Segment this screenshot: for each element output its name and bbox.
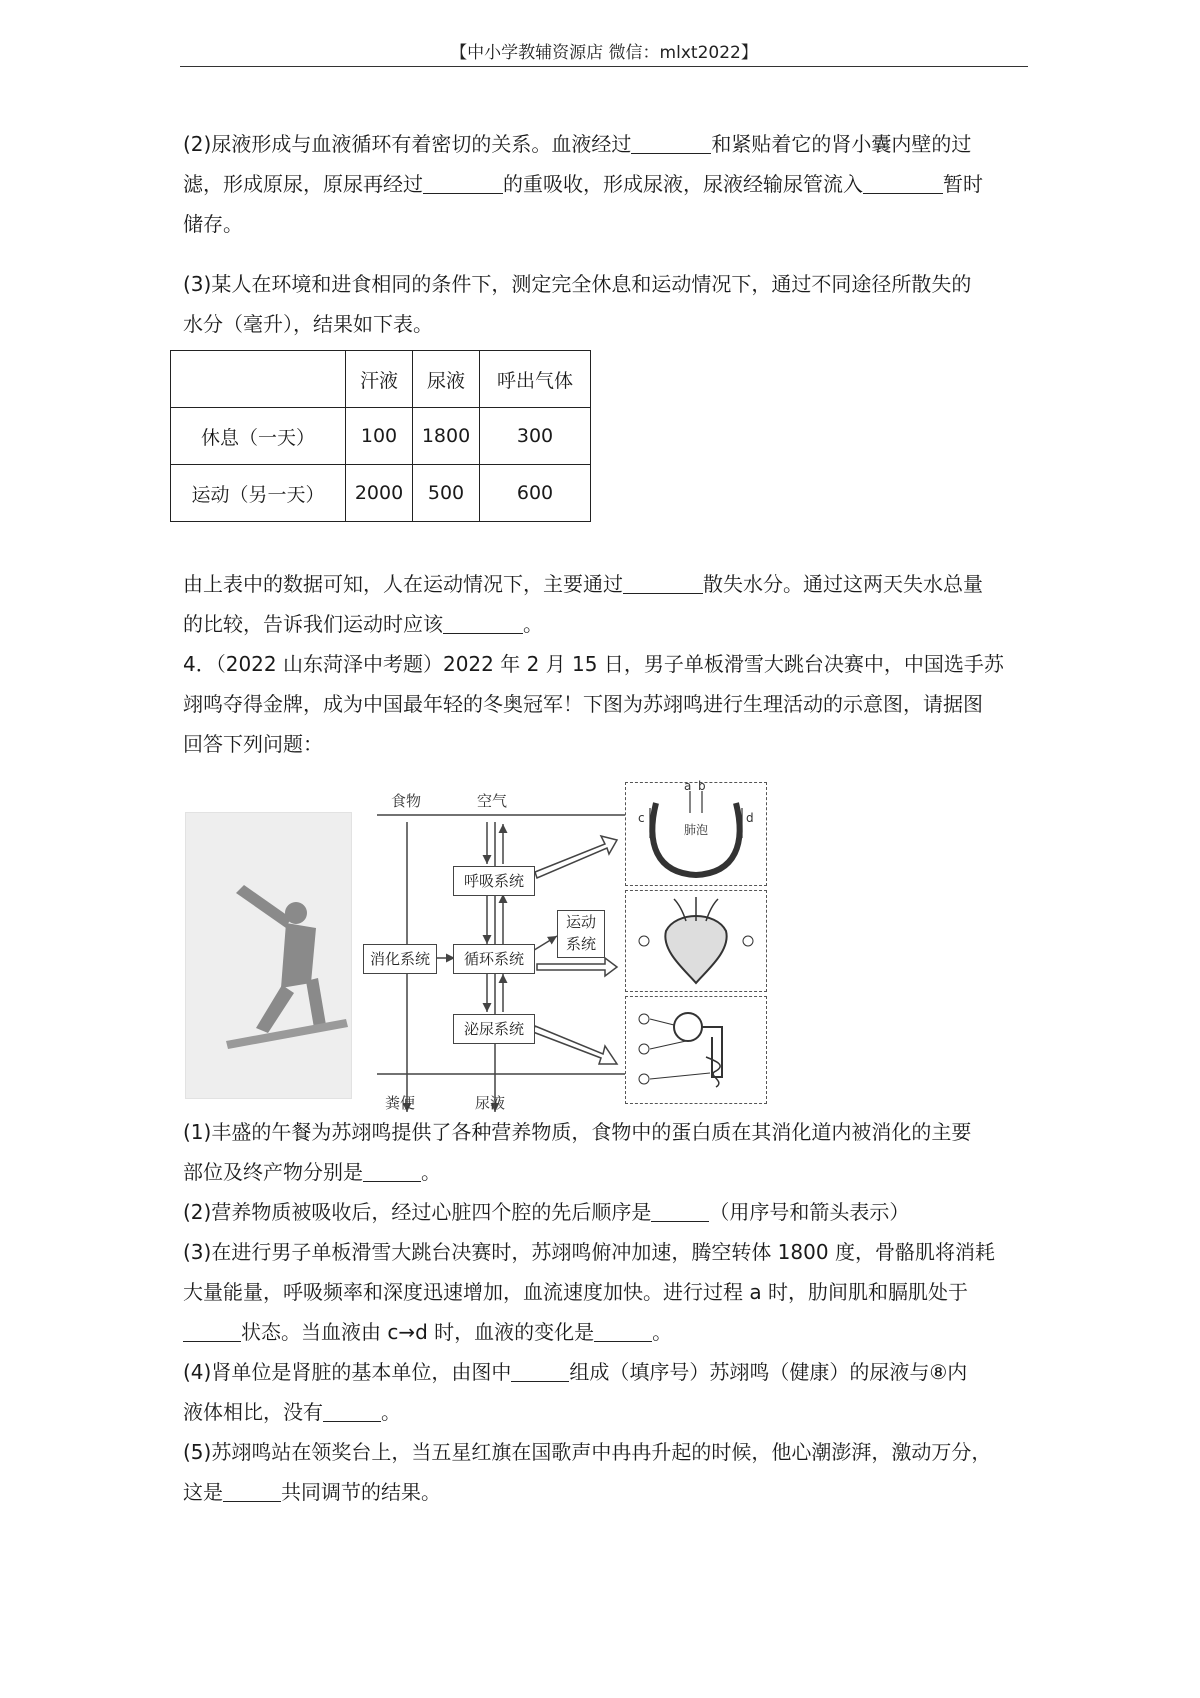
q4-intro-line1: 4．（2022 山东菏泽中考题）2022 年 2 月 15 日，男子单板滑雪大跳台决赛中，中国选手苏 — [183, 652, 1004, 676]
q3-part3-line1: (3)某人在环境和进食相同的条件下，测定完全休息和运动情况下，通过不同途径所散失的 — [183, 272, 972, 296]
air-label: 空气 — [477, 792, 508, 810]
text-run: 暂时 — [943, 172, 983, 196]
q4-sub3-line3 — [183, 1312, 1028, 1352]
motor-label-line2: 系统 — [565, 935, 596, 953]
table-header-cell — [171, 351, 346, 408]
physiology-diagram — [185, 779, 785, 1122]
heart-icon — [626, 891, 766, 991]
q3-table-question-line1 — [183, 564, 1028, 604]
table-cell: 休息（一天） — [171, 408, 346, 465]
label-d: d — [746, 811, 754, 825]
q3-table-question — [183, 564, 1028, 644]
urinary-system-box: 泌尿系统 — [453, 1014, 535, 1044]
answer-blank[interactable] — [651, 1199, 709, 1222]
text-run: 散失水分。通过这两天失水总量 — [703, 572, 983, 596]
answer-blank[interactable] — [183, 1319, 241, 1342]
q4-intro-line2: 翊鸣夺得金牌，成为中国最年轻的冬奥冠军！下图为苏翊鸣进行生理活动的示意图，请据图 — [183, 692, 983, 716]
answer-blank[interactable] — [423, 171, 503, 194]
table-cell: 100 — [346, 408, 413, 465]
nephron-icon — [626, 997, 766, 1103]
table-cell: 运动（另一天） — [171, 465, 346, 522]
q4-sub2 — [183, 1192, 1028, 1232]
text-run: 部位及终产物分别是 — [183, 1160, 363, 1184]
text-run: (4)肾单位是肾脏的基本单位，由图中 — [183, 1360, 512, 1384]
answer-blank[interactable] — [443, 611, 523, 634]
q4-sub4 — [183, 1352, 1028, 1432]
motor-system-box — [557, 910, 605, 958]
table-cell: 300 — [480, 408, 591, 465]
answer-blank[interactable] — [594, 1319, 652, 1342]
answer-blank[interactable] — [323, 1399, 381, 1422]
q3-part3 — [183, 264, 1028, 344]
text-run: 由上表中的数据可知，人在运动情况下，主要通过 — [183, 572, 623, 596]
table-header-cell: 汗液 — [346, 351, 413, 408]
table-row — [171, 465, 591, 522]
text-run: 的重吸收，形成尿液，尿液经输尿管流入 — [503, 172, 863, 196]
table-header-cell: 呼出气体 — [480, 351, 591, 408]
text-run: 和紧贴着它的肾小囊内壁的过 — [711, 132, 972, 156]
answer-blank[interactable] — [631, 131, 711, 154]
urine-label: 尿液 — [475, 1094, 506, 1112]
digestive-system-box: 消化系统 — [363, 944, 437, 974]
table-header-cell: 尿液 — [413, 351, 480, 408]
text-run: 的比较，告诉我们运动时应该 — [183, 612, 443, 636]
text-run: 共同调节的结果。 — [281, 1480, 441, 1504]
water-loss-table — [170, 350, 591, 522]
q4-sub5 — [183, 1432, 1028, 1512]
text-run: 。 — [523, 612, 543, 636]
table-cell: 500 — [413, 465, 480, 522]
text-run: 这是 — [183, 1480, 223, 1504]
q4-sub2-line1 — [183, 1192, 1028, 1232]
q4-sub1-line1: (1)丰盛的午餐为苏翊鸣提供了各种营养物质，食物中的蛋白质在其消化道内被消化的主要 — [183, 1120, 972, 1144]
text-run: (2)尿液形成与血液循环有着密切的关系。血液经过 — [183, 132, 632, 156]
q4-sub3-line2: 大量能量，呼吸频率和深度迅速增加，血流速度加快。进行过程 a 时，肋间肌和膈肌处于 — [183, 1280, 968, 1304]
label-a: a — [684, 779, 692, 793]
circulatory-system-box: 循环系统 — [453, 944, 535, 974]
table-row — [171, 408, 591, 465]
label-c: c — [638, 811, 645, 825]
label-b: b — [698, 779, 706, 793]
text-run: 滤，形成原尿，原尿再经过 — [183, 172, 423, 196]
answer-blank[interactable] — [223, 1479, 281, 1502]
answer-blank[interactable] — [363, 1159, 421, 1182]
heart-panel — [625, 890, 767, 992]
q3-part2 — [183, 124, 1028, 244]
text-run: 。 — [381, 1400, 401, 1424]
table-cell: 2000 — [346, 465, 413, 522]
q4-sub3 — [183, 1232, 1028, 1352]
respiratory-system-box: 呼吸系统 — [453, 866, 535, 896]
table-cell: 1800 — [413, 408, 480, 465]
q4-sub1 — [183, 1112, 1028, 1192]
nephron-panel — [625, 996, 767, 1104]
feces-label: 粪便 — [385, 1094, 416, 1112]
table-cell: 600 — [480, 465, 591, 522]
q3-part2-line1 — [183, 124, 1028, 164]
q4-sub5-line2 — [183, 1472, 1028, 1512]
page-header: 【中小学教辅资源店 微信：mlxt2022】 — [450, 43, 758, 63]
q4-sub4-line1 — [183, 1352, 1028, 1392]
text-run: （用序号和箭头表示） — [709, 1200, 910, 1224]
q4-sub4-line2 — [183, 1392, 1028, 1432]
q4-sub3-line1: (3)在进行男子单板滑雪大跳台决赛时，苏翊鸣俯冲加速，腾空转体 1800 度，骨骼肌将消耗 — [183, 1240, 995, 1264]
alveolus-label: 肺泡 — [684, 823, 709, 837]
q4-sub1-line2 — [183, 1152, 1028, 1192]
q3-part3-line2: 水分（毫升），结果如下表。 — [183, 312, 433, 336]
q4-intro-line3: 回答下列问题： — [183, 732, 323, 756]
text-run: 。 — [652, 1320, 673, 1344]
table-header-row — [171, 351, 591, 408]
food-label: 食物 — [391, 792, 422, 810]
text-run: 状态。当血液由 c→d 时，血液的变化是 — [241, 1320, 595, 1344]
answer-blank[interactable] — [511, 1359, 569, 1382]
q4-sub5-line1: (5)苏翊鸣站在领奖台上，当五星红旗在国歌声中冉冉升起的时候，他心潮澎湃，激动万分， — [183, 1440, 992, 1464]
motor-label-line1: 运动 — [565, 913, 596, 931]
q3-part2-line3: 储存。 — [183, 212, 243, 236]
q3-part2-line2 — [183, 164, 1028, 204]
q4-intro — [183, 644, 1028, 764]
text-run: 组成（填序号）苏翊鸣（健康）的尿液与⑧内 — [569, 1360, 968, 1384]
text-run: (2)营养物质被吸收后，经过心脏四个腔的先后顺序是 — [183, 1200, 652, 1224]
text-run: 。 — [421, 1160, 441, 1184]
answer-blank[interactable] — [623, 571, 703, 594]
q3-table-question-line2 — [183, 604, 1028, 644]
answer-blank[interactable] — [863, 171, 943, 194]
header-divider — [180, 66, 1028, 67]
text-run: 液体相比，没有 — [183, 1400, 323, 1424]
alveolus-panel — [625, 779, 767, 886]
